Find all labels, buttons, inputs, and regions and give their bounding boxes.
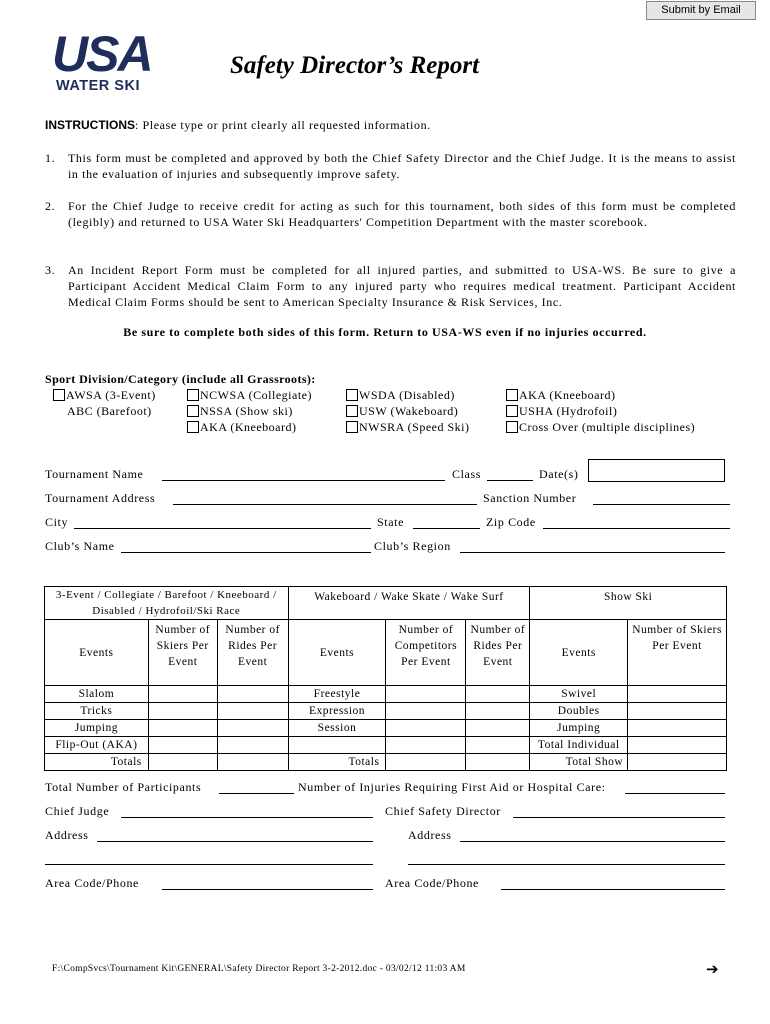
- input-cell[interactable]: [628, 686, 727, 703]
- header-rides-per-event: Number of Rides Per Event: [217, 620, 288, 686]
- input-cell[interactable]: [217, 703, 288, 720]
- injuries-input[interactable]: [625, 793, 725, 794]
- tournament-address-label: Tournament Address: [45, 491, 156, 505]
- input-cell[interactable]: [148, 703, 217, 720]
- totals-cell: Totals: [45, 754, 149, 771]
- state-label: State: [377, 515, 404, 529]
- instructions-text: : Please type or print clearly all requested information.: [135, 118, 431, 132]
- input-cell[interactable]: [217, 686, 288, 703]
- input-cell[interactable]: [628, 703, 727, 720]
- input-cell[interactable]: [466, 754, 530, 771]
- clubs-name-input[interactable]: [121, 552, 371, 553]
- checkbox-label: NSSA (Show ski): [200, 404, 293, 418]
- instruction-item-1: [45, 150, 735, 184]
- file-path-footer: F:\CompSvcs\Tournament Kit\GENERAL\Safety Director Report 3-2-2012.doc - 03/02/12 11:03 AM: [52, 964, 466, 974]
- chief-safety-director-input[interactable]: [513, 817, 725, 818]
- event-cell: Expression: [288, 703, 386, 720]
- checkbox-label: AWSA (3-Event): [66, 388, 156, 402]
- event-cell: [288, 737, 386, 754]
- event-cell: Jumping: [45, 720, 149, 737]
- item-text: This form must be completed and approved by both the Chief Safety Director and the Chief Judge. It is the means to assist in the evaluation of injuries and subsequently improve safety.: [68, 151, 736, 181]
- input-cell[interactable]: [628, 720, 727, 737]
- item-number: 3.: [45, 263, 56, 277]
- event-cell: Tricks: [45, 703, 149, 720]
- checkbox-wsda[interactable]: [346, 388, 455, 403]
- event-cell: Freestyle: [288, 686, 386, 703]
- city-label: City: [45, 515, 69, 529]
- input-cell[interactable]: [628, 737, 727, 754]
- input-cell[interactable]: [466, 686, 530, 703]
- checkbox-box[interactable]: [506, 405, 518, 417]
- event-cell: Total Individual: [530, 737, 628, 754]
- checkbox-box[interactable]: [53, 389, 65, 401]
- event-cell: Slalom: [45, 686, 149, 703]
- address-input-right[interactable]: [460, 841, 725, 842]
- input-cell[interactable]: [386, 703, 466, 720]
- checkbox-aka-2[interactable]: [506, 388, 615, 403]
- item-number: 2.: [45, 199, 56, 213]
- address-input-left[interactable]: [97, 841, 373, 842]
- logo-water-ski-text: WATER SKI: [56, 78, 140, 94]
- injuries-label: Number of Injuries Requiring First Aid or Hospital Care:: [298, 780, 606, 794]
- right-arrow-icon: ➔: [706, 960, 719, 978]
- clubs-region-label: Club’s Region: [374, 539, 451, 553]
- sanction-number-label: Sanction Number: [483, 491, 577, 505]
- checkbox-label: USHA (Hydrofoil): [519, 404, 618, 418]
- area-code-phone-label-right: Area Code/Phone: [385, 876, 479, 890]
- address-label-right: Address: [408, 828, 452, 842]
- checkbox-usha[interactable]: [506, 404, 617, 419]
- zip-code-label: Zip Code: [486, 515, 536, 529]
- checkbox-box[interactable]: [187, 389, 199, 401]
- chief-judge-label: Chief Judge: [45, 804, 110, 818]
- dates-label: Date(s): [539, 467, 579, 481]
- bold-note: Be sure to complete both sides of this form. Return to USA-WS even if no injuries occurred.: [123, 325, 647, 339]
- total-participants-input[interactable]: [219, 793, 294, 794]
- clubs-name-label: Club’s Name: [45, 539, 115, 553]
- checkbox-label: Cross Over (multiple disciplines): [519, 420, 696, 434]
- input-cell[interactable]: [217, 720, 288, 737]
- input-cell[interactable]: [466, 720, 530, 737]
- group-header-show-ski: Show Ski: [530, 587, 727, 620]
- sport-division-heading: Sport Division/Category (include all Grassroots):: [45, 372, 316, 386]
- input-cell[interactable]: [386, 754, 466, 771]
- totals-cell: Total Show: [530, 754, 628, 771]
- logo-usa-text: USA: [52, 26, 152, 82]
- header-competitors-per-event: Number of Competitors Per Event: [386, 620, 466, 686]
- chief-judge-input[interactable]: [121, 817, 373, 818]
- input-cell[interactable]: [148, 737, 217, 754]
- state-input[interactable]: [413, 528, 480, 529]
- input-cell[interactable]: [466, 703, 530, 720]
- instructions: [45, 118, 431, 133]
- event-cell: Jumping: [530, 720, 628, 737]
- checkbox-box[interactable]: [187, 421, 199, 433]
- checkbox-box[interactable]: [346, 421, 358, 433]
- item-text: An Incident Report Form must be completed for all injured parties, and submitted to USA-WS. Be sure to give a Participant Accident Medical Claim Form to any injured party who requires medical treatment. Participant Accident Medical Claim Forms should be sent to American Specialty Insurance & Risk Services, Inc.: [68, 263, 736, 309]
- checkbox-abc[interactable]: [67, 404, 152, 419]
- checkbox-box[interactable]: [187, 405, 199, 417]
- event-cell: Doubles: [530, 703, 628, 720]
- checkbox-label: AKA (Kneeboard): [200, 420, 297, 434]
- header-events: Events: [530, 620, 628, 686]
- group-header-wakeboard: Wakeboard / Wake Skate / Wake Surf: [288, 587, 530, 620]
- sanction-number-input[interactable]: [593, 504, 730, 505]
- checkbox-label: WSDA (Disabled): [359, 388, 455, 402]
- instructions-label: INSTRUCTIONS: [45, 118, 135, 132]
- instruction-item-3: [45, 262, 735, 312]
- events-table: [44, 586, 727, 771]
- input-cell[interactable]: [217, 737, 288, 754]
- header-events: Events: [45, 620, 149, 686]
- checkbox-box[interactable]: [346, 405, 358, 417]
- checkbox-usw[interactable]: [346, 404, 458, 419]
- address-label-left: Address: [45, 828, 89, 842]
- checkbox-ncwsa[interactable]: [187, 388, 312, 403]
- totals-cell: Totals: [288, 754, 386, 771]
- input-cell[interactable]: [217, 754, 288, 771]
- clubs-region-input[interactable]: [460, 552, 725, 553]
- checkbox-label: AKA (Kneeboard): [519, 388, 616, 402]
- checkbox-box[interactable]: [506, 421, 518, 433]
- address-line2-left[interactable]: [45, 864, 373, 865]
- usa-water-ski-logo: [52, 26, 180, 96]
- city-input[interactable]: [74, 528, 371, 529]
- input-cell[interactable]: [466, 737, 530, 754]
- input-cell[interactable]: [148, 720, 217, 737]
- chief-safety-director-label: Chief Safety Director: [385, 804, 501, 818]
- total-participants-label: Total Number of Participants: [45, 780, 202, 794]
- input-cell[interactable]: [386, 686, 466, 703]
- input-cell[interactable]: [148, 754, 217, 771]
- checkbox-nssa[interactable]: [187, 404, 293, 419]
- checkbox-label: USW (Wakeboard): [359, 404, 459, 418]
- input-cell[interactable]: [386, 720, 466, 737]
- event-cell: Session: [288, 720, 386, 737]
- checkbox-box[interactable]: [506, 389, 518, 401]
- instruction-item-2: [45, 198, 735, 248]
- page-title: Safety Director’s Report: [230, 52, 480, 79]
- input-cell[interactable]: [386, 737, 466, 754]
- area-code-phone-input-left[interactable]: [162, 889, 373, 890]
- checkbox-crossover[interactable]: [506, 420, 695, 435]
- input-cell[interactable]: [628, 754, 727, 771]
- header-skiers-per-event: Number of Skiers Per Event: [148, 620, 217, 686]
- zip-code-input[interactable]: [543, 528, 730, 529]
- checkbox-box[interactable]: [346, 389, 358, 401]
- dates-input[interactable]: [588, 459, 725, 482]
- tournament-name-label: Tournament Name: [45, 467, 144, 481]
- submit-by-email-button[interactable]: Submit by Email: [646, 1, 756, 20]
- group-header-3-event: 3-Event / Collegiate / Barefoot / Kneeboard / Disabled / Hydrofoil/Ski Race: [45, 587, 289, 620]
- header-rides-per-event: Number of Rides Per Event: [466, 620, 530, 686]
- checkbox-nwsra[interactable]: [346, 420, 470, 435]
- tournament-address-input[interactable]: [173, 504, 477, 505]
- checkbox-label: NCWSA (Collegiate): [200, 388, 312, 402]
- item-number: 1.: [45, 151, 56, 165]
- header-skiers-per-event: Number of Skiers Per Event: [628, 620, 727, 686]
- item-text: For the Chief Judge to receive credit for acting as such for this tournament, both sides of this form must be completed (legibly) and returned to USA Water Ski Headquarters' Competition Department with the master scorebook.: [68, 199, 736, 229]
- tournament-name-input[interactable]: [162, 480, 445, 481]
- class-input[interactable]: [487, 480, 533, 481]
- checkbox-label: NWSRA (Speed Ski): [359, 420, 470, 434]
- area-code-phone-input-right[interactable]: [501, 889, 725, 890]
- checkbox-awsa[interactable]: [53, 388, 156, 403]
- header-events: Events: [288, 620, 386, 686]
- input-cell[interactable]: [148, 686, 217, 703]
- checkbox-aka-1[interactable]: [187, 420, 296, 435]
- event-cell: Swivel: [530, 686, 628, 703]
- address-line2-right[interactable]: [408, 864, 725, 865]
- checkbox-label: ABC (Barefoot): [67, 404, 152, 418]
- class-label: Class: [452, 467, 482, 481]
- area-code-phone-label-left: Area Code/Phone: [45, 876, 139, 890]
- event-cell: Flip-Out (AKA): [45, 737, 149, 754]
